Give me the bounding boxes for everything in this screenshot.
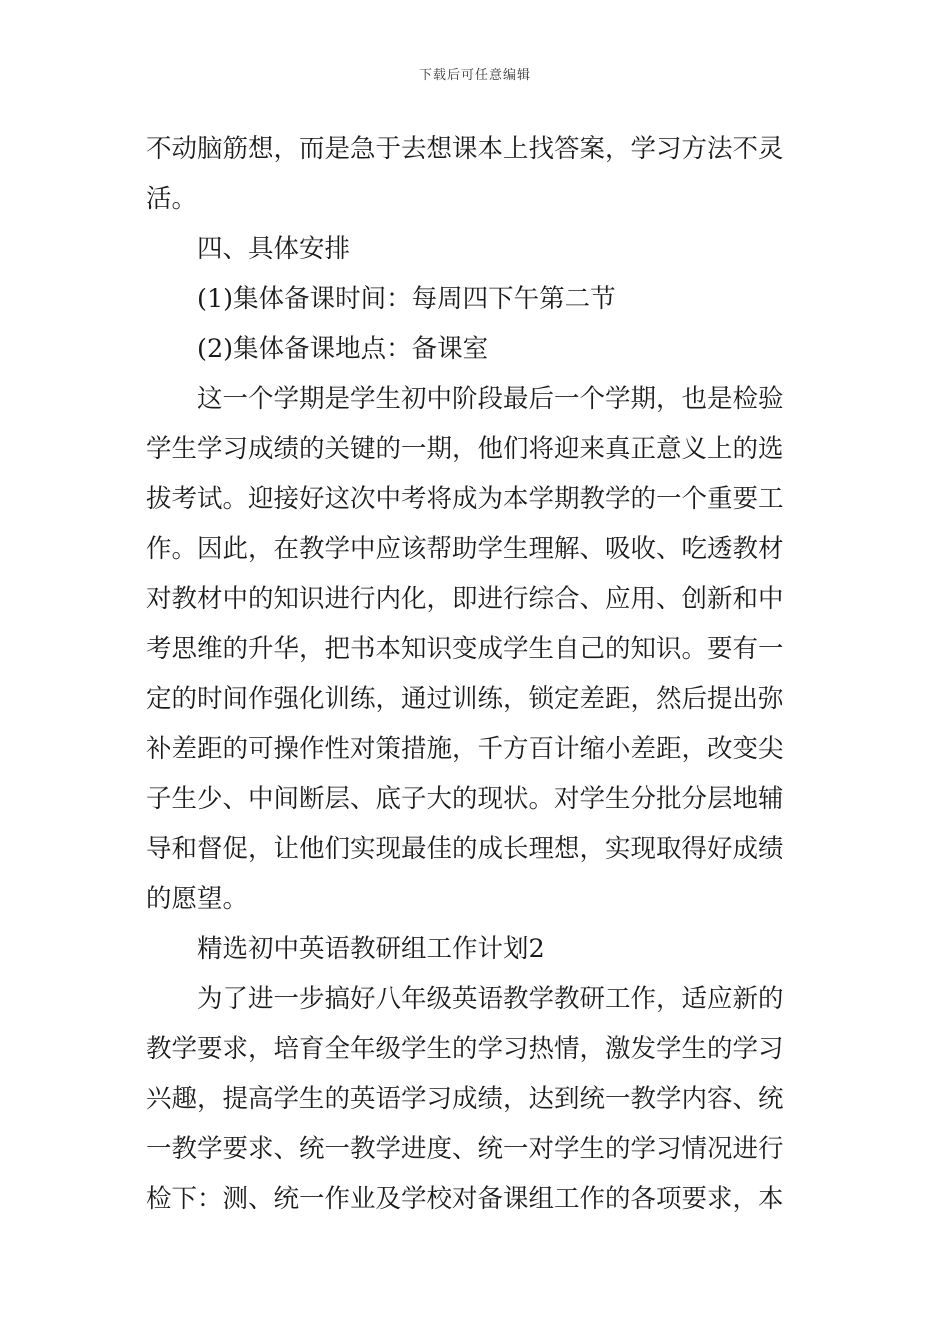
text-line: (2)集体备课地点：备课室 (197, 334, 489, 364)
body-text (146, 124, 806, 1224)
text-line: 一教学要求、统一教学进度、统一对学生的学习情况进行 (146, 1134, 784, 1164)
text-line: 补差距的可操作性对策措施，千方百计缩小差距，改变尖 (146, 734, 784, 764)
text-line: 对教材中的知识进行内化，即进行综合、应用、创新和中 (146, 584, 784, 614)
page-header: 下载后可任意编辑 (418, 68, 531, 83)
paragraph (146, 374, 806, 924)
text-line: 作。因此，在教学中应该帮助学生理解、吸收、吃透教材 (146, 534, 784, 564)
text-line: 检下：测、统一作业及学校对备课组工作的各项要求，本 (146, 1184, 784, 1214)
text-line: 不动脑筋想，而是急于去想课本上找答案，学习方法不灵 (146, 134, 784, 164)
text-line: 定的时间作强化训练，通过训练，锁定差距，然后提出弥 (146, 684, 784, 714)
text-line: 拔考试。迎接好这次中考将成为本学期教学的一个重要工 (146, 484, 784, 514)
paragraph-continuation (146, 124, 806, 224)
list-item (146, 324, 806, 374)
text-line: 这一个学期是学生初中阶段最后一个学期，也是检验 (197, 384, 784, 414)
paragraph (146, 974, 806, 1224)
text-line: 教学要求，培育全年级学生的学习热情，激发学生的学习 (146, 1034, 784, 1064)
text-line: 为了进一步搞好八年级英语教学教研工作，适应新的 (197, 984, 784, 1014)
text-line: 精选初中英语教研组工作计划2 (197, 934, 545, 964)
text-line: 导和督促，让他们实现最佳的成长理想，实现取得好成绩 (146, 834, 784, 864)
text-line: 活。 (146, 184, 198, 214)
text-line: 兴趣，提高学生的英语学习成绩，达到统一教学内容、统 (146, 1084, 784, 1114)
section-heading (146, 224, 806, 274)
list-item (146, 274, 806, 324)
text-line: (1)集体备课时间：每周四下午第二节 (197, 284, 616, 314)
text-line: 四、具体安排 (197, 234, 351, 264)
text-line: 学生学习成绩的关键的一期，他们将迎来真正意义上的选 (146, 434, 784, 464)
text-line: 的愿望。 (146, 884, 249, 914)
section-title (146, 924, 806, 974)
text-line: 子生少、中间断层、底子大的现状。对学生分批分层地辅 (146, 784, 784, 814)
text-line: 考思维的升华，把书本知识变成学生自己的知识。要有一 (146, 634, 784, 664)
